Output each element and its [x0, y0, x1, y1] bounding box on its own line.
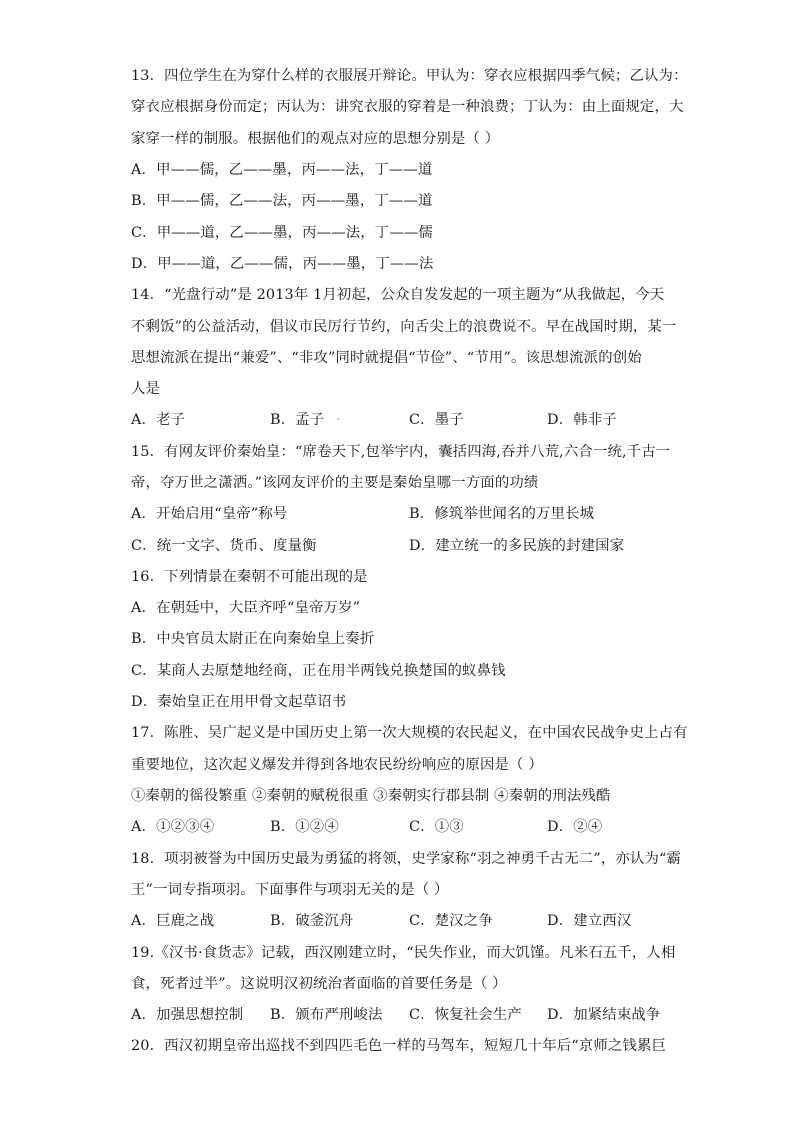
- question-13-stem: 13．四位学生在为穿什么样的衣服展开辩论。甲认为：穿衣应根据四季气候；乙认为：: [131, 68, 688, 84]
- question-19-option-d: D．加紧结束战争: [547, 1007, 661, 1023]
- question-14-option-b: B．孟子: [270, 412, 325, 428]
- question-17-option-c: C．①③: [409, 819, 464, 835]
- question-13-stem-2: 穿衣应根据身份而定；丙认为：讲究衣服的穿着是一种浪费；丁认为：由上面规定，大: [131, 99, 684, 115]
- question-16-option-c: C．某商人去原楚地经商，正在用半两钱兑换楚国的蚁鼻钱: [131, 663, 506, 679]
- question-13-option-b: B．甲——儒，乙——法，丙——墨，丁——道: [131, 193, 433, 209]
- question-17-option-a: A．①②③④: [131, 819, 215, 835]
- question-19-option-a: A．加强思想控制: [131, 1007, 244, 1023]
- question-16-stem: 16．下列情景在秦朝不可能出现的是: [131, 569, 368, 585]
- question-16-option-d: D．秦始皇正在用甲骨文起草诏书: [131, 694, 347, 710]
- question-14-stem-3: 思想流派在提出“兼爱”、“非攻”同时就提倡“节俭”、“节用”。该思想流派的创始: [131, 350, 642, 366]
- question-13-option-c: C．甲——道，乙——墨，丙——法，丁——儒: [131, 225, 433, 241]
- question-15-option-b: B．修筑举世闻名的万里长城: [409, 506, 595, 522]
- question-13-option-d: D．甲——道，乙——儒，丙——墨，丁——法: [131, 256, 434, 272]
- question-19-stem: 19.《汉书·食货志》记载，西汉刚建立时，“民失作业，而大饥馑。凡米石五千，人相: [131, 945, 676, 961]
- question-17-stem: 17．陈胜、吴广起义是中国历史上第一次大规模的农民起义，在中国农民战争史上占有: [131, 725, 688, 741]
- question-17-option-b: B．①②④: [270, 819, 339, 835]
- question-18-stem-2: 王”一词专指项羽。下面事件与项羽无关的是（ ）: [131, 882, 449, 898]
- question-15-stem-2: 帝，夺万世之潇洒。”该网友评价的主要是秦始皇哪一方面的功绩: [131, 475, 539, 491]
- question-15-option-c: C．统一文字、货币、度量衡: [131, 538, 317, 554]
- question-18-option-a: A．巨鹿之战: [131, 913, 215, 929]
- question-19-option-b: B．颁布严刑峻法: [270, 1007, 383, 1023]
- question-18-option-b: B．破釜沉舟: [270, 913, 354, 929]
- question-17-stem-2: 重要地位，这次起义爆发并得到各地农民纷纷响应的原因是（ ）: [131, 757, 543, 773]
- question-18-option-c: C．楚汉之争: [409, 913, 493, 929]
- question-19-option-c: C．恢复社会生产: [409, 1007, 522, 1023]
- question-13-option-a: A．甲——儒，乙——墨，丙——法，丁——道: [131, 162, 433, 178]
- question-14-stem-4: 人是: [131, 381, 161, 397]
- question-18-stem: 18．项羽被誉为中国历史最为勇猛的将领，史学家称“羽之神勇千古无二”，亦认为“霸: [131, 851, 682, 867]
- question-14-stem: 14．“光盘行动”是 2013年 1月初起，公众自发发起的一项主题为“从我做起，今天: [131, 287, 665, 303]
- question-15-option-a: A．开始启用“皇帝”称号: [131, 506, 288, 522]
- question-20-stem: 20．西汉初期皇帝出巡找不到四匹毛色一样的马驾车，短短几十年后“京师之钱累巨: [131, 1038, 667, 1054]
- question-15-stem: 15．有网友评价秦始皇：“席卷天下,包举宇内，囊括四海,吞并八荒,六合一统,千古一: [131, 444, 671, 460]
- question-16-option-a: A．在朝廷中，大臣齐呼“皇帝万岁”: [131, 600, 361, 616]
- scan-speck: [337, 418, 339, 420]
- question-19-stem-2: 食，死者过半”。这说明汉初统治者面临的首要任务是（ ）: [131, 976, 507, 992]
- question-13-stem-3: 家穿一样的制服。根据他们的观点对应的思想分别是（ ）: [131, 131, 500, 147]
- question-14-option-c: C．墨子: [409, 412, 464, 428]
- question-17-statements: ①秦朝的徭役繁重 ②秦朝的赋税很重 ③秦朝实行郡县制 ④秦朝的刑法残酷: [131, 788, 611, 804]
- question-17-option-d: D．②④: [547, 819, 603, 835]
- question-14-option-d: D．韩非子: [547, 412, 617, 428]
- question-16-option-b: B．中央官员太尉正在向秦始皇上奏折: [131, 631, 375, 647]
- question-18-option-d: D．建立西汉: [547, 913, 632, 929]
- question-15-option-d: D．建立统一的多民族的封建国家: [409, 538, 625, 554]
- question-14-option-a: A．老子: [131, 412, 186, 428]
- question-14-stem-2: 不剩饭”的公益活动，倡议市民厉行节约，向舌尖上的浪费说不。早在战国时期，某一: [131, 319, 677, 335]
